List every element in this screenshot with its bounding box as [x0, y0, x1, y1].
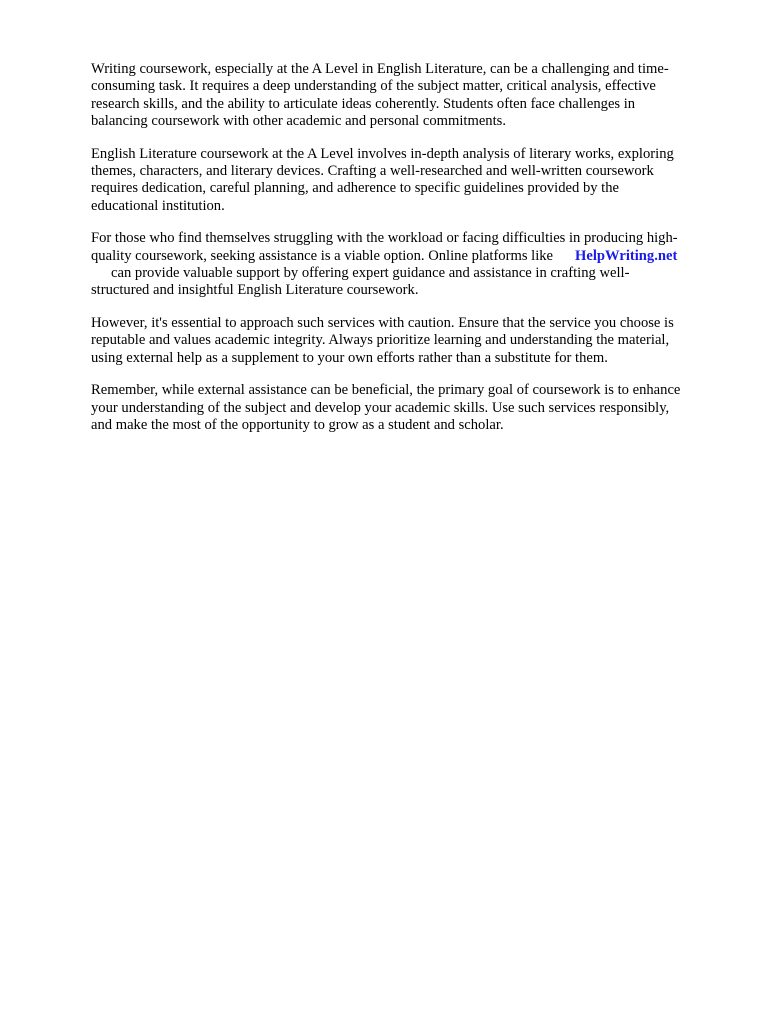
text-line: and make the most of the opportunity to grow as a student and scholar.	[91, 417, 504, 434]
paragraph-assistance	[91, 230, 721, 299]
text-line: using external help as a supplement to your own efforts rather than a substitute for them.	[91, 349, 608, 366]
text-line-with-link	[91, 248, 721, 265]
text-line: research skills, and the ability to articulate ideas coherently. Students often face challenges in	[91, 95, 636, 112]
text-line: Remember, while external assistance can be beneficial, the primary goal of coursework is to enhance	[91, 382, 681, 399]
text-line: themes, characters, and literary devices. Crafting a well-researched and well-written coursework	[91, 162, 654, 179]
document-page	[91, 61, 721, 450]
text-line: can provide valuable support by offering expert guidance and assistance in crafting well-	[111, 264, 630, 281]
helpwriting-link[interactable]: HelpWriting.net	[575, 247, 678, 264]
text-line: consuming task. It requires a deep understanding of the subject matter, critical analysis, effective	[91, 78, 656, 95]
text-fragment: quality coursework, seeking assistance is a viable option. Online platforms like	[91, 247, 554, 264]
text-line: reputable and values academic integrity. Always prioritize learning and understanding the material,	[91, 332, 670, 349]
text-line: requires dedication, careful planning, and adherence to specific guidelines provided by the	[91, 180, 620, 197]
text-line: However, it's essential to approach such services with caution. Ensure that the service you choose is	[91, 315, 674, 332]
text-line: educational institution.	[91, 197, 225, 214]
text-line: structured and insightful English Literature coursework.	[91, 282, 419, 299]
text-line: balancing coursework with other academic and personal commitments.	[91, 112, 506, 129]
paragraph-caution	[91, 315, 721, 367]
text-line: For those who find themselves struggling with the workload or facing difficulties in producing high-	[91, 230, 678, 247]
text-line: your understanding of the subject and develop your academic skills. Use such services responsibly,	[91, 399, 670, 416]
paragraph-conclusion	[91, 382, 721, 434]
paragraph-intro	[91, 61, 721, 130]
paragraph-coursework-overview	[91, 146, 721, 215]
text-line: English Literature coursework at the A Level involves in-depth analysis of literary works, exploring	[91, 145, 674, 162]
text-line: Writing coursework, especially at the A Level in English Literature, can be a challenging and time-	[91, 61, 669, 77]
